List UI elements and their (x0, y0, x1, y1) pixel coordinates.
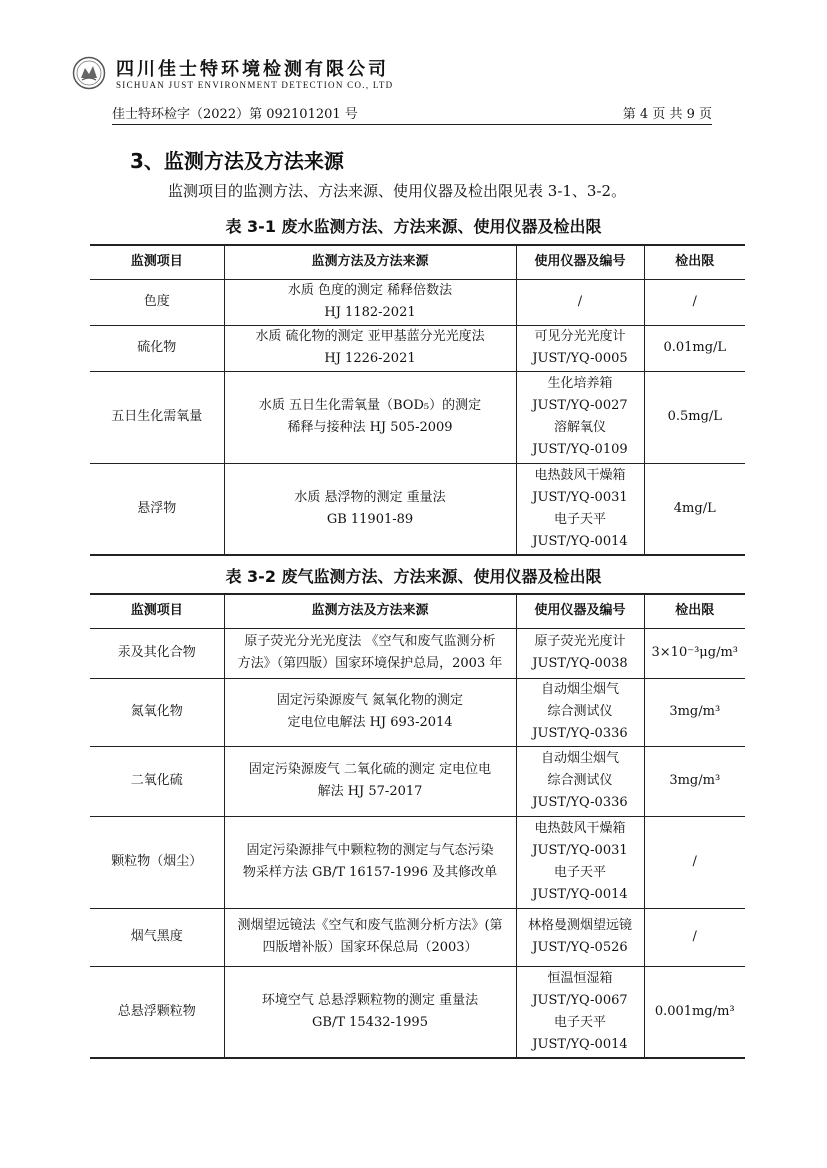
item-cell: 悬浮物 (90, 463, 224, 555)
table-header-row (90, 594, 745, 628)
limit-cell: 0.001mg/m³ (644, 966, 745, 1058)
header-cell: 监测项目 (90, 245, 224, 279)
instrument-cell-line: JUST/YQ-0014 (532, 533, 628, 549)
item-cell: 五日生化需氧量 (90, 371, 224, 463)
instrument-cell (516, 816, 644, 908)
method-cell-line: 测烟望远镜法《空气和废气监测分析方法》(第 (237, 918, 503, 933)
header-cell: 检出限 (644, 245, 745, 279)
instrument-cell-line: JUST/YQ-0005 (532, 351, 628, 366)
method-cell-line: 固定污染源废气 二氧化硫的测定 定电位电 (248, 762, 492, 777)
table-row (90, 746, 745, 816)
limit-cell: 3×10⁻³μg/m³ (644, 628, 745, 678)
method-cell (224, 463, 516, 555)
instrument-cell-line: / (577, 294, 583, 309)
method-cell (224, 816, 516, 908)
table-row (90, 678, 745, 746)
instrument-cell-line: 电子天平 (553, 511, 606, 527)
method-cell-line: 水质 色度的测定 稀释倍数法 (287, 283, 453, 298)
instrument-cell (516, 628, 644, 678)
instrument-cell (516, 279, 644, 325)
item-cell: 二氧化硫 (90, 746, 224, 816)
instrument-cell-line: JUST/YQ-0336 (532, 795, 628, 810)
instrument-cell-line: 电热鼓风干燥箱 (534, 821, 626, 836)
method-cell-line: 定电位电解法 HJ 693-2014 (287, 715, 453, 730)
instrument-cell-line: 综合测试仪 (547, 773, 613, 788)
wastewater-methods-table (90, 244, 745, 556)
item-cell: 烟气黑度 (90, 908, 224, 966)
limit-cell: 4mg/L (644, 463, 745, 555)
method-cell-line: 四版增补版）国家环保总局（2003） (262, 940, 478, 955)
instrument-cell-line: JUST/YQ-0014 (532, 1036, 628, 1052)
instrument-cell (516, 908, 644, 966)
method-cell-line: 解法 HJ 57-2017 (317, 784, 423, 799)
page-number: 第 4 页 共 9 页 (622, 107, 712, 122)
instrument-cell-line: 综合测试仪 (547, 704, 613, 719)
instrument-cell-line: JUST/YQ-0031 (532, 489, 628, 505)
method-cell-line: 稀释与接种法 HJ 505-2009 (287, 420, 453, 435)
table-header-row (90, 245, 745, 279)
method-cell-line: HJ 1182-2021 (324, 305, 416, 320)
exhaust-gas-methods-table (90, 593, 745, 1059)
section-title: 3、监测方法及方法来源 (130, 149, 344, 173)
limit-cell: 0.5mg/L (644, 371, 745, 463)
report-header (72, 52, 712, 94)
table-row (90, 908, 745, 966)
table-row (90, 966, 745, 1058)
method-cell-line: GB 11901-89 (326, 511, 414, 527)
instrument-cell-line: JUST/YQ-0027 (532, 398, 628, 413)
instrument-cell-line: 恒温恒湿箱 (547, 970, 613, 986)
instrument-cell-line: 林格曼测烟望远镜 (527, 918, 632, 933)
table2-title: 表 3-2 废气监测方法、方法来源、使用仪器及检出限 (225, 567, 602, 586)
instrument-cell-line: 电热鼓风干燥箱 (534, 467, 626, 483)
table-row (90, 628, 745, 678)
instrument-cell-line: JUST/YQ-0038 (532, 656, 628, 671)
item-cell: 色度 (90, 279, 224, 325)
instrument-cell-line: 自动烟尘烟气 (540, 682, 619, 697)
instrument-cell-line: 自动烟尘烟气 (540, 751, 619, 766)
limit-cell: / (644, 816, 745, 908)
instrument-cell-line: JUST/YQ-0031 (532, 843, 628, 858)
item-cell: 硫化物 (90, 325, 224, 371)
table-row (90, 371, 745, 463)
instrument-cell-line: 可见分光光度计 (534, 329, 626, 344)
header-cell: 监测项目 (90, 594, 224, 628)
instrument-cell-line: JUST/YQ-0067 (532, 992, 628, 1008)
limit-cell: 0.01mg/L (644, 325, 745, 371)
method-cell-line: 物采样方法 GB/T 16157-1996 及其修改单 (242, 865, 498, 880)
instrument-cell-line: 电子天平 (553, 1014, 606, 1030)
limit-cell: 3mg/m³ (644, 746, 745, 816)
table-row (90, 325, 745, 371)
method-cell-line: 水质 硫化物的测定 亚甲基蓝分光光度法 (255, 329, 485, 344)
report-meta (112, 103, 712, 123)
method-cell (224, 325, 516, 371)
company-name-en: SICHUAN JUST ENVIRONMENT DETECTION CO., LTD (116, 80, 394, 90)
instrument-cell-line: 生化培养箱 (547, 376, 613, 391)
header-cell: 监测方法及方法来源 (224, 594, 516, 628)
company-name-cn: 四川佳士特环境检测有限公司 (116, 59, 389, 80)
method-cell-line: HJ 1226-2021 (324, 351, 416, 366)
method-cell (224, 746, 516, 816)
instrument-cell (516, 325, 644, 371)
limit-cell: 3mg/m³ (644, 678, 745, 746)
instrument-cell-line: 电子天平 (553, 865, 606, 880)
item-cell: 总悬浮颗粒物 (90, 966, 224, 1058)
method-cell (224, 371, 516, 463)
table-row (90, 463, 745, 555)
method-cell (224, 966, 516, 1058)
report-number: 佳士特环检字（2022）第 092101201 号 (112, 107, 358, 122)
method-cell-line: 固定污染源废气 氮氧化物的测定 (276, 693, 464, 708)
table1-title: 表 3-1 废水监测方法、方法来源、使用仪器及检出限 (225, 217, 602, 236)
method-cell-line: 方法》（第四版）国家环境保护总局，2003 年 (237, 656, 503, 671)
limit-cell: / (644, 279, 745, 325)
instrument-cell-line: JUST/YQ-0336 (532, 726, 628, 741)
item-cell: 氮氧化物 (90, 678, 224, 746)
instrument-cell-line: JUST/YQ-0014 (532, 887, 628, 902)
method-cell (224, 628, 516, 678)
company-logo-icon (72, 56, 106, 90)
method-cell (224, 908, 516, 966)
instrument-cell-line: JUST/YQ-0526 (532, 940, 628, 955)
table-row (90, 816, 745, 908)
header-divider (112, 124, 712, 125)
instrument-cell (516, 746, 644, 816)
instrument-cell (516, 966, 644, 1058)
method-cell (224, 279, 516, 325)
item-cell: 汞及其化合物 (90, 628, 224, 678)
method-cell-line: 水质 悬浮物的测定 重量法 (294, 489, 446, 505)
table-row (90, 279, 745, 325)
instrument-cell (516, 463, 644, 555)
header-cell: 使用仪器及编号 (516, 594, 644, 628)
header-cell: 使用仪器及编号 (516, 245, 644, 279)
method-cell-line: 原子荧光分光光度法 《空气和废气监测分析 (244, 634, 496, 649)
section-intro: 监测项目的监测方法、方法来源、使用仪器及检出限见表 3-1、3-2。 (168, 182, 627, 200)
instrument-cell (516, 678, 644, 746)
instrument-cell (516, 371, 644, 463)
instrument-cell-line: 溶解氧仪 (553, 420, 606, 435)
item-cell: 颗粒物（烟尘） (90, 816, 224, 908)
method-cell-line: 水质 五日生化需氧量（BOD₅）的测定 (258, 398, 482, 413)
instrument-cell-line: 原子荧光光度计 (534, 634, 626, 649)
method-cell-line: 固定污染源排气中颗粒物的测定与气态污染 (246, 843, 494, 858)
instrument-cell-line: JUST/YQ-0109 (532, 442, 628, 457)
method-cell-line: 环境空气 总悬浮颗粒物的测定 重量法 (261, 992, 479, 1008)
limit-cell: / (644, 908, 745, 966)
header-cell: 监测方法及方法来源 (224, 245, 516, 279)
method-cell (224, 678, 516, 746)
header-cell: 检出限 (644, 594, 745, 628)
method-cell-line: GB/T 15432-1995 (312, 1014, 428, 1030)
